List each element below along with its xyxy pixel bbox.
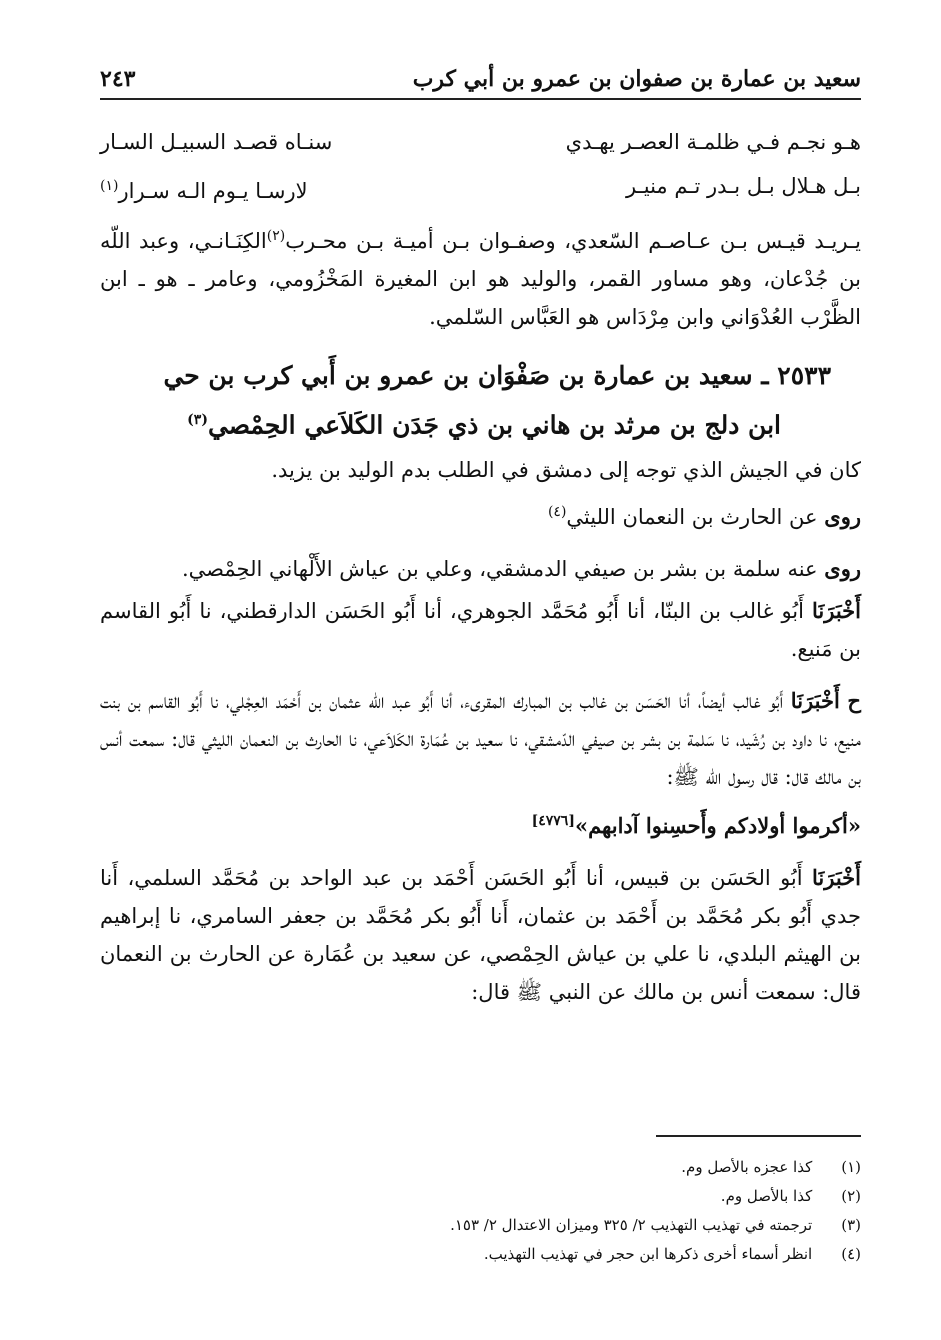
rawa-text: عن الحارث بن النعمان الليثي	[566, 505, 818, 530]
page-header	[100, 58, 861, 100]
hadith-number: [٤٧٧٦]	[531, 813, 575, 830]
isnad-paragraph-2	[100, 682, 861, 796]
running-title: سعيد بن عمارة بن صفوان بن عمرو بن أبي كرب	[412, 66, 861, 92]
footnote-text: انظر أسماء أخرى ذكرها ابن حجر في تهذيب التهذيب.	[483, 1245, 813, 1263]
footnote-number: (٤)	[841, 1245, 861, 1263]
commentary-line-end: الكِنَـانـي،	[187, 229, 267, 253]
footnote-divider	[656, 1135, 861, 1137]
entry-heading-line-2-text: ابن دلج بن مرثد بن هاني بن ذي جَدَن الكَلاَعي الحِمْصي	[207, 410, 781, 440]
isnad-text: أَبُو غالب أيضاً، أنا الحَسَن بن غالب بن المبارك المقرىء، أنا أَبُو عبد اللّه عثمان بن أَحْمَد العِجْلي، نا أَبُو القاسم بن بنت منيع، نا داود بن رُشَيد، نا سَلمة بن بشر بن صيفي الدّمشقي، نا سعيد بن عُمَارة الكَلاَعي، نا الحارث بن النعمان الليثي قال: سمعت أنس بن مالك قال: قال رسول اللّه ﷺ:	[100, 689, 861, 790]
isnad-paragraph-3	[100, 859, 861, 1011]
footnote-ref: (٤)	[547, 504, 567, 521]
footnote-text: كذا بالأصل وم.	[720, 1187, 813, 1205]
footnote-ref: (٢)	[266, 228, 286, 244]
footnote-item	[100, 1240, 861, 1269]
page-number: ٢٤٣	[100, 66, 136, 92]
footnote-number: (٣)	[841, 1216, 861, 1234]
verse-hemistich-left-text: لارسـا يـوم الـه سـرار	[118, 179, 308, 203]
commentary-rest: وعبد اللّه بن جُدْعان، وهو مساور القمر، والوليد هو ابن المغيرة المَخْزُومي، وعامر ـ هو ـ ابن الظَّرْب العُدْوَاني وابن مِرْدَاس هو العَبَّاس السّلمي.	[100, 229, 861, 329]
footnote-ref: (٣)	[187, 412, 208, 428]
hadith-text	[100, 802, 861, 845]
main-text	[100, 120, 861, 1011]
footnotes	[100, 1135, 861, 1269]
footnote-ref: (١)	[100, 178, 119, 194]
verse-hemistich-left	[100, 164, 308, 213]
verse-hemistich-left: سنـاه قصـد السبيـل السـار	[100, 130, 333, 154]
ha-prefix: ح	[847, 688, 861, 714]
narrated-by-line	[100, 550, 861, 588]
narrated-from-line	[100, 493, 861, 536]
akhbarana-label: أَخْبَرَنَا	[790, 688, 840, 714]
poem-verse-1	[100, 120, 861, 164]
footnote-item	[100, 1182, 861, 1211]
isnad-text: أَبُو غالب بن البنّا، أنا أَبُو مُحَمَّد الجوهري، أنا أَبُو الحَسَن الدارقطني، نا أَبُو القاسم بن مَنيع.	[100, 599, 861, 662]
footnote-item	[100, 1153, 861, 1182]
entry-heading-line-1: ٢٥٣٣ ـ سعيد بن عمارة بن صَفْوَان بن عمرو بن أَبي كرب بن حي	[163, 361, 831, 390]
isnad-paragraph-1	[100, 592, 861, 668]
rawa-label: روى	[824, 504, 861, 530]
entry-heading	[100, 354, 861, 447]
rawa-text: عنه سلمة بن بشر بن صيفي الدمشقي، وعلي بن عياش الأَلْهاني الحِمْصي.	[182, 557, 818, 582]
commentary-paragraph	[100, 217, 861, 336]
footnote-text: كذا عجزه بالأصل وم.	[681, 1158, 813, 1176]
bio-line: كان في الجيش الذي توجه إلى دمشق في الطلب بدم الوليد بن يزيد.	[271, 458, 861, 483]
footnote-number: (٢)	[841, 1187, 861, 1205]
poem-verse-2	[100, 164, 861, 213]
entry-heading-line-2	[100, 398, 831, 447]
commentary-line-start: يـريـد قيـس بـن عـاصـم السّعدي، وصفـوان بـن أميـة بـن محـرب	[285, 229, 861, 253]
verse-hemistich-right: بـل هـلال بـل بـدر تـم منيـر	[626, 174, 861, 198]
footnote-item	[100, 1211, 861, 1240]
footnote-number: (١)	[841, 1158, 861, 1176]
isnad-text: أَبُو الحَسَن بن قبيس، أنا أَبُو الحَسَن أَحْمَد بن عبد الواحد بن مُحَمَّد السلمي، أَنا جدي أَبُو بكر مُحَمَّد بن أَحْمَد بن عثمان، أَنا أَبُو بكر مُحَمَّد بن جعفر السامري، نا إبراهيم بن الهيثم البلدي، نا علي بن عياش الحِمْصي، عن سعيد بن عُمَارة عن الحارث بن النعمان قال: سمعت أنس بن مالك عن النبي ﷺ قال:	[100, 866, 861, 1005]
hadith-matn: «أكرموا أولادكم وأَحسِنوا آدابهم»	[574, 813, 861, 839]
rawa-label: روى	[824, 556, 861, 582]
akhbarana-label: أَخْبَرَنَا	[812, 598, 861, 624]
verse-hemistich-right: هـو نجـم فـي ظلمـة العصـر يهـدي	[565, 130, 861, 154]
footnote-text: ترجمته في تهذيب التهذيب ٢/ ٣٢٥ وميزان الاعتدال ٢/ ١٥٣.	[450, 1216, 813, 1234]
akhbarana-label: أَخْبَرَنَا	[812, 865, 861, 891]
